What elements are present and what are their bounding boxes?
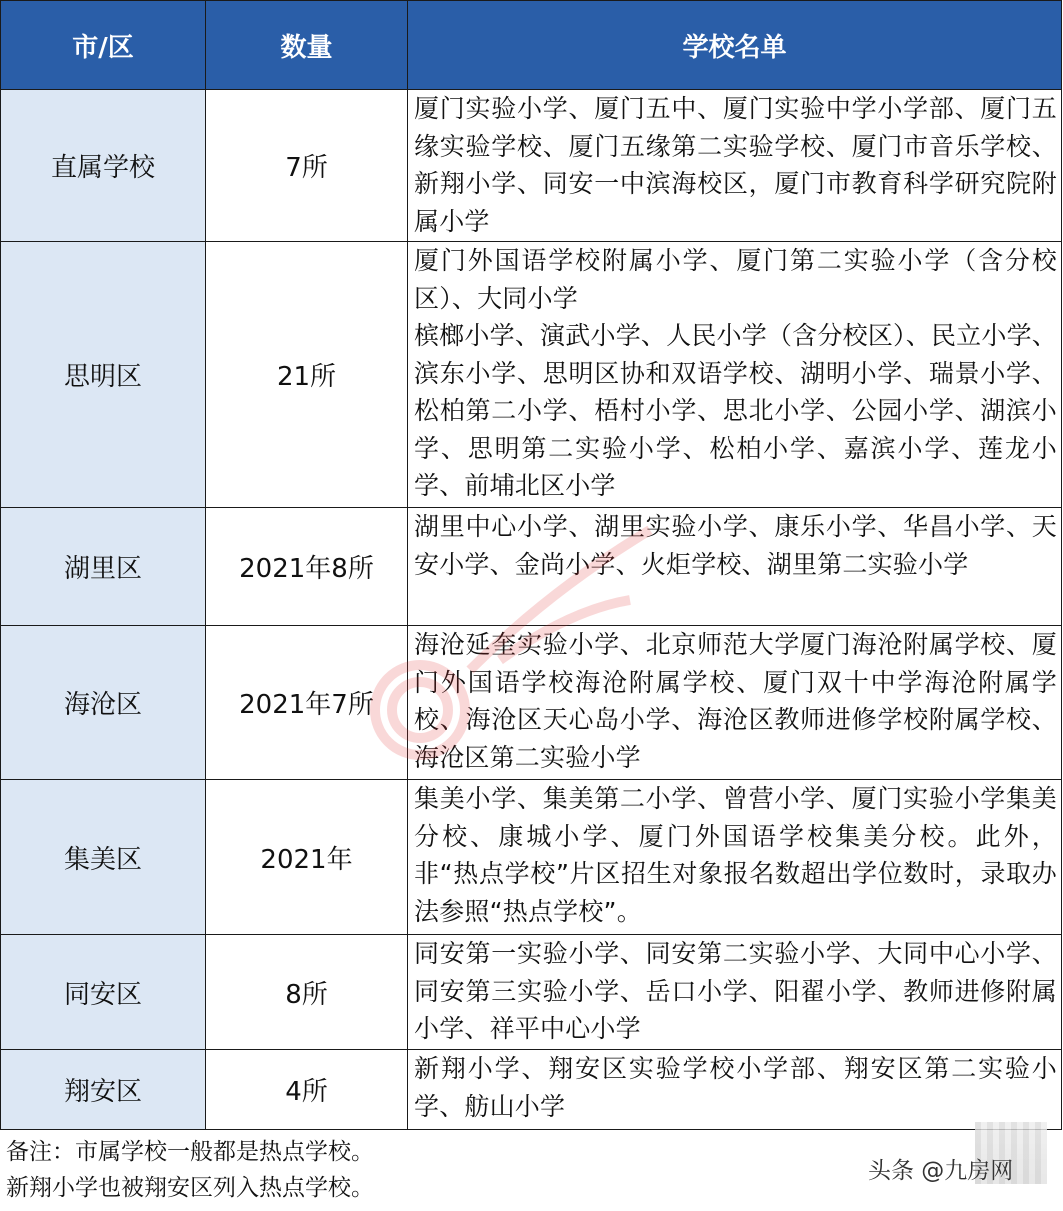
- count-cell: 2021年: [206, 780, 408, 935]
- notes: [6, 1134, 374, 1206]
- city-cell: 翔安区: [1, 1050, 206, 1130]
- city-cell: 思明区: [1, 242, 206, 508]
- school-list-text: 集美小学、集美第二小学、曾营小学、厦门实验小学集美分校、康城小学、厦门外国语学校集美分校。此外，非“热点学校”片区招生对象报名数超出学位数时，录取办法参照“热点学校”。: [414, 784, 1057, 926]
- table-row: [1, 935, 1062, 1050]
- school-list-text: 厦门外国语学校附属小学、厦门第二实验小学（含分校区）、大同小学: [414, 246, 1057, 313]
- school-list-text: 新翔小学、翔安区实验学校小学部、翔安区第二实验小学、舫山小学: [414, 1054, 1057, 1121]
- schools-cell: [408, 935, 1062, 1050]
- count-cell: 7所: [206, 90, 408, 242]
- count-cell: 2021年8所: [206, 508, 408, 626]
- schools-cell: [408, 242, 1062, 508]
- school-list-text: 厦门实验小学、厦门五中、厦门实验中学小学部、厦门五缘实验学校、厦门五缘第二实验学校、厦门市音乐学校、新翔小学、同安一中滨海校区，厦门市教育科学研究院附属小学: [414, 94, 1057, 236]
- header-count: 数量: [206, 1, 408, 90]
- table-row: [1, 780, 1062, 935]
- note-line: 备注：市属学校一般都是热点学校。: [6, 1139, 374, 1165]
- table-header-row: [1, 1, 1062, 90]
- count-cell: 2021年7所: [206, 626, 408, 780]
- school-list-text: 湖里中心小学、湖里实验小学、康乐小学、华昌小学、天安小学、金尚小学、火炬学校、湖里第二实验小学: [414, 512, 1057, 579]
- table-row: [1, 90, 1062, 242]
- city-cell: 湖里区: [1, 508, 206, 626]
- header-schools: 学校名单: [408, 1, 1062, 90]
- note-line: 新翔小学也被翔安区列入热点学校。: [6, 1175, 374, 1201]
- school-list-text: 海沧延奎实验小学、北京师范大学厦门海沧附属学校、厦门外国语学校海沧附属学校、厦门双十中学海沧附属学校、海沧区天心岛小学、海沧区教师进修学校附属学校、海沧区第二实验小学: [414, 630, 1057, 772]
- count-cell: 21所: [206, 242, 408, 508]
- city-cell: 直属学校: [1, 90, 206, 242]
- schools-cell: [408, 508, 1062, 626]
- city-cell: 集美区: [1, 780, 206, 935]
- schools-cell: [408, 626, 1062, 780]
- source-watermark: 头条 @九房网: [868, 1158, 1014, 1184]
- school-list-text: 槟榔小学、演武小学、人民小学（含分校区）、民立小学、滨东小学、思明区协和双语学校、湖明小学、瑞景小学、松柏第二小学、梧村小学、思北小学、公园小学、湖滨小学、思明第二实验小学、松柏小学、嘉滨小学、莲龙小学、前埔北区小学: [414, 321, 1057, 500]
- header-city: 市/区: [1, 1, 206, 90]
- schools-cell: [408, 90, 1062, 242]
- table-row: [1, 508, 1062, 626]
- school-list-text: 同安第一实验小学、同安第二实验小学、大同中心小学、同安第三实验小学、岳口小学、阳翟小学、教师进修附属小学、祥平中心小学: [414, 939, 1057, 1043]
- schools-cell: [408, 780, 1062, 935]
- table-row: [1, 1050, 1062, 1130]
- count-cell: 8所: [206, 935, 408, 1050]
- count-cell: 4所: [206, 1050, 408, 1130]
- table-row: [1, 242, 1062, 508]
- schools-cell: [408, 1050, 1062, 1130]
- city-cell: 海沧区: [1, 626, 206, 780]
- city-cell: 同安区: [1, 935, 206, 1050]
- table-row: [1, 626, 1062, 780]
